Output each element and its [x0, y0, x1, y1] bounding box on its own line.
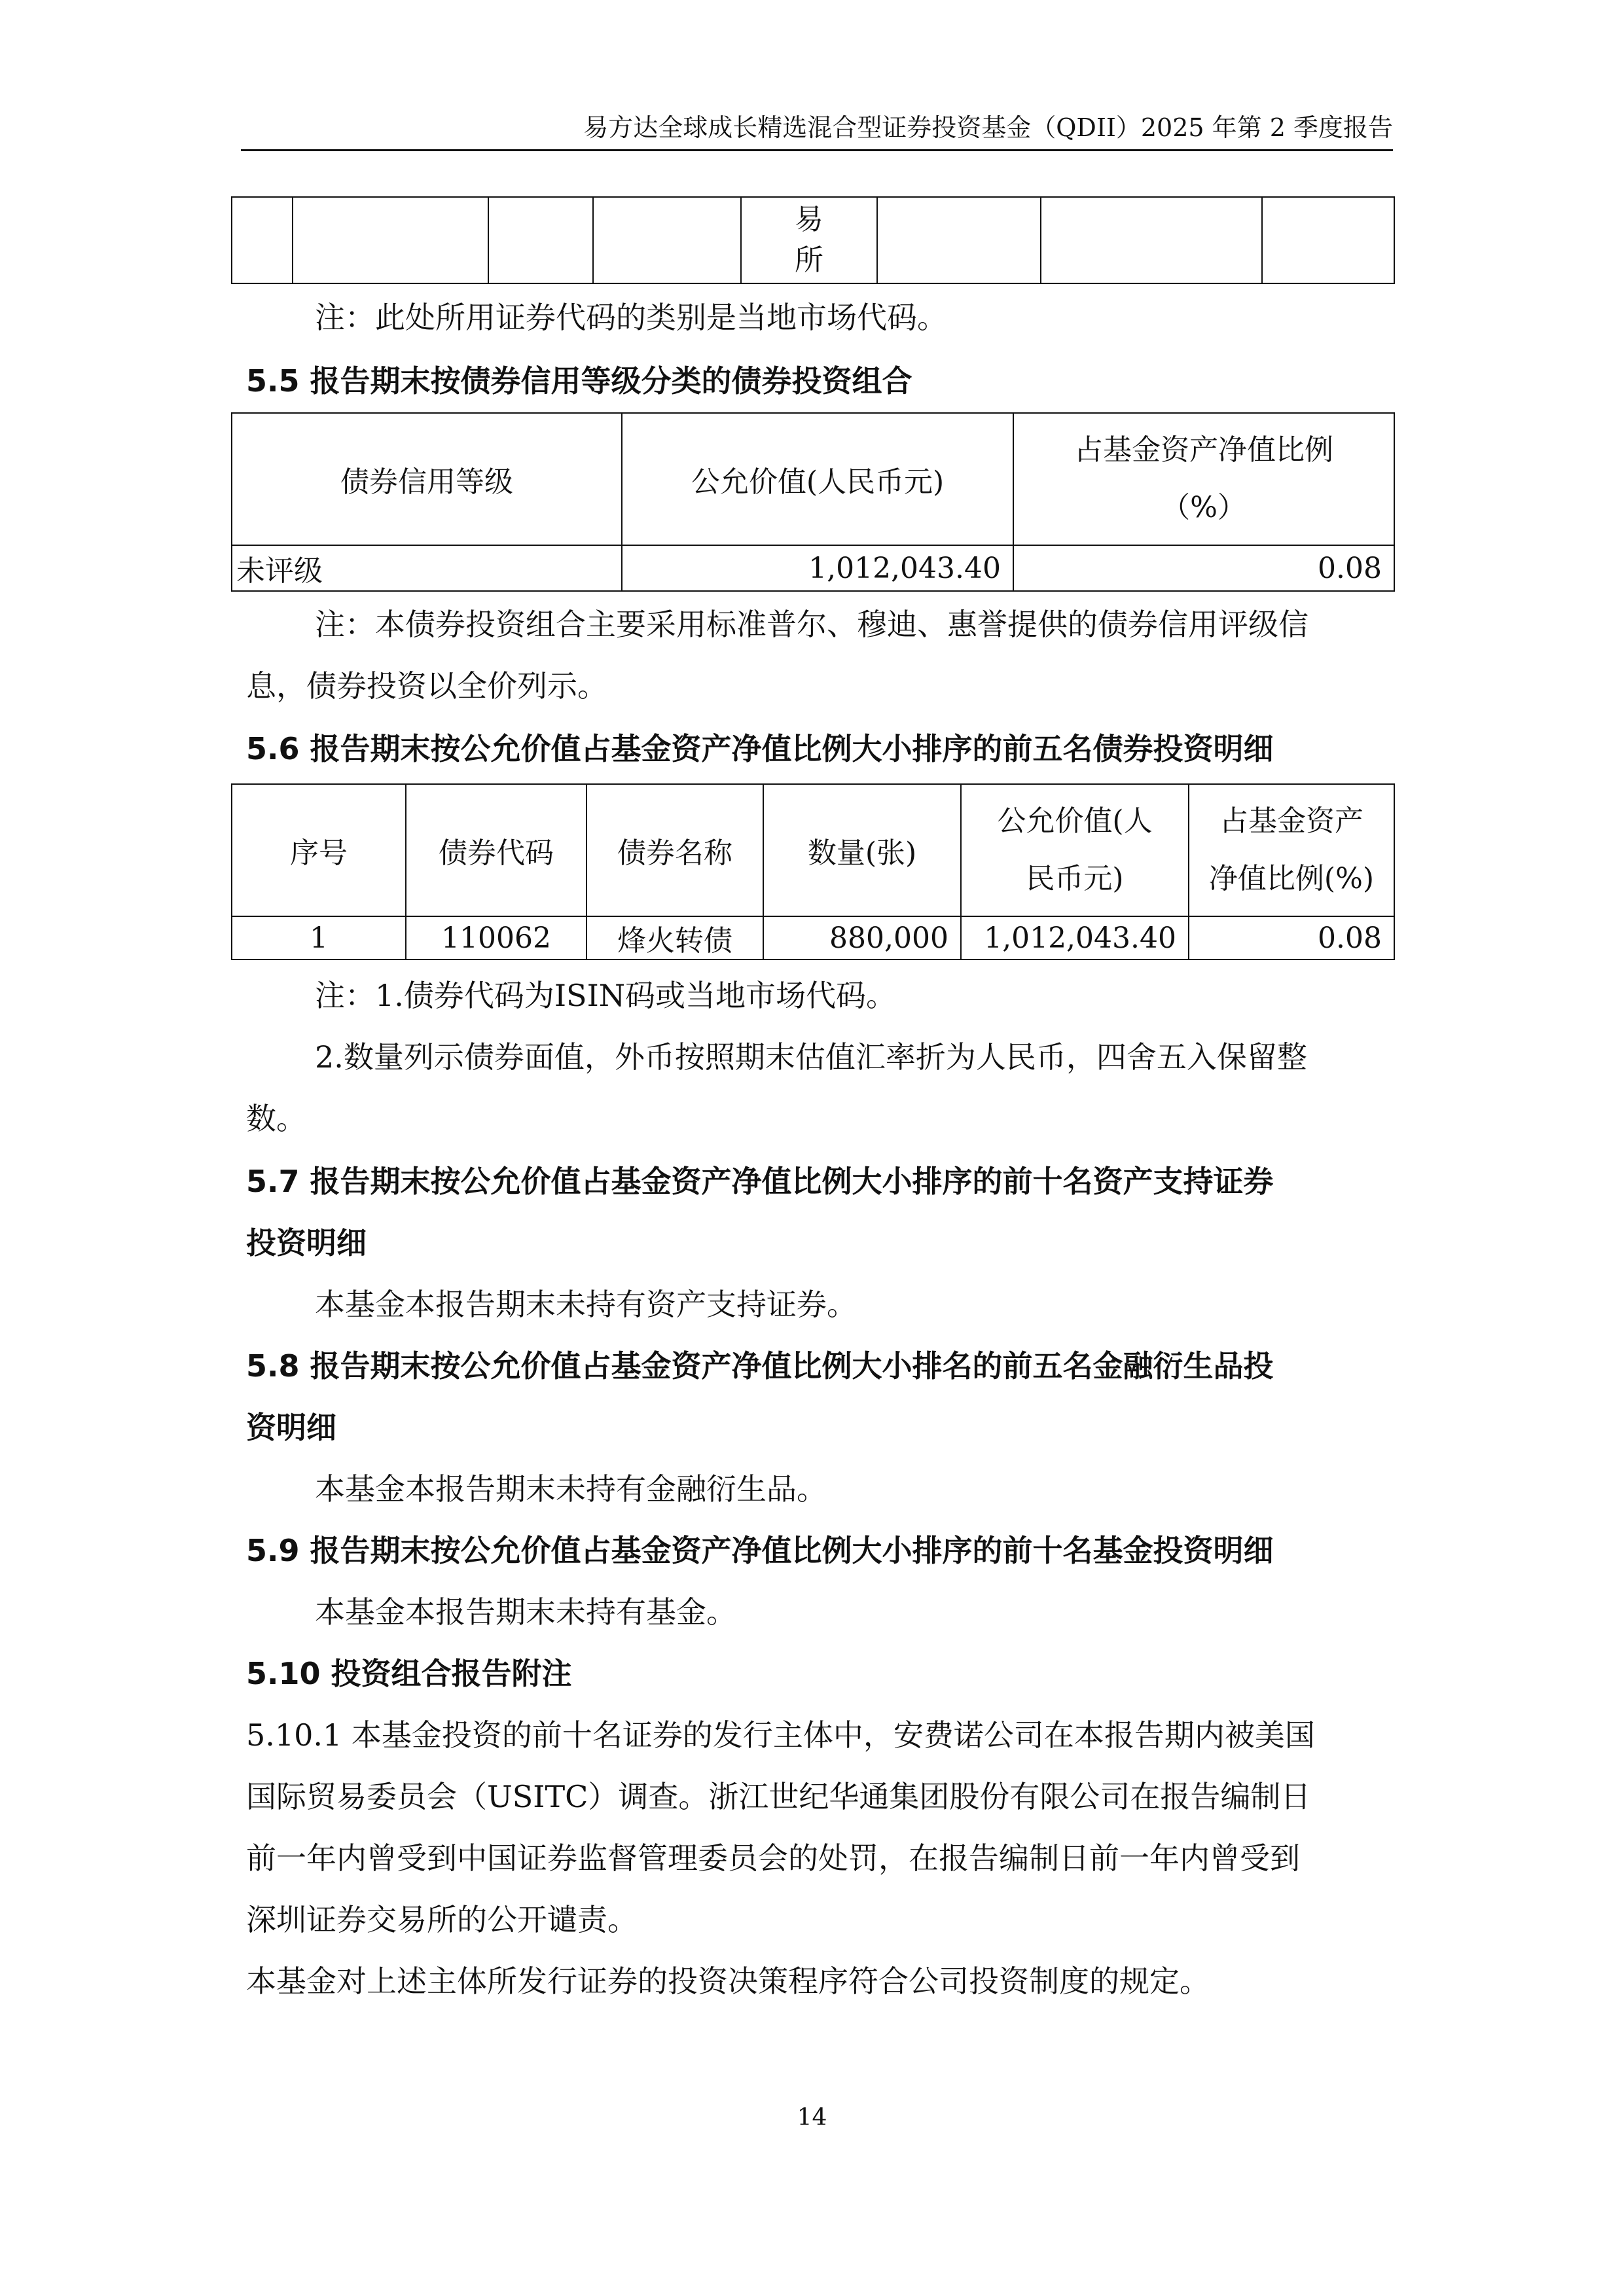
section-5-9-heading: 5.9 报告期末按公允价值占基金资产净值比例大小排序的前十名基金投资明细	[246, 1533, 1274, 1568]
header-fair-value: 公允价值(人 民币元)	[961, 784, 1189, 916]
section-5-10-1-line1: 5.10.1 本基金投资的前十名证券的发行主体中，安费诺公司在本报告期内被美国	[246, 1717, 1315, 1753]
note-credit-rating-line1: 注：本债券投资组合主要采用标准普尔、穆迪、惠誉提供的债券信用评级信	[315, 607, 1308, 642]
table-row	[232, 545, 1394, 591]
section-5-6-heading: 5.6 报告期末按公允价值占基金资产净值比例大小排序的前五名债券投资明细	[246, 731, 1274, 766]
cell-nav-ratio: 0.08	[1013, 545, 1394, 591]
section-5-8-heading-line1: 5.8 报告期末按公允价值占基金资产净值比例大小排名的前五名金融衍生品投	[246, 1348, 1274, 1384]
page-number: 14	[797, 2104, 827, 2131]
section-5-9-body: 本基金本报告期末未持有基金。	[315, 1594, 736, 1630]
section-5-7-body: 本基金本报告期末未持有资产支持证券。	[315, 1287, 857, 1322]
report-title: 易方达全球成长精选混合型证券投资基金（QDII）2025 年第 2 季度报告	[583, 113, 1393, 142]
section-5-5-heading: 5.5 报告期末按债券信用等级分类的债券投资组合	[246, 363, 912, 399]
cell-nav-ratio: 0.08	[1189, 916, 1394, 960]
section-5-8-heading-line2: 资明细	[246, 1410, 336, 1445]
header-fair-value: 公允价值(人民币元)	[622, 413, 1013, 545]
cell-quantity: 880,000	[763, 916, 961, 960]
section-5-7-heading-line2: 投资明细	[246, 1225, 367, 1261]
header-bond-code: 债券代码	[406, 784, 586, 916]
note-security-code: 注：此处所用证券代码的类别是当地市场代码。	[315, 300, 947, 335]
cell-seq: 1	[232, 916, 406, 960]
cell-fair-value: 1,012,043.40	[961, 916, 1189, 960]
exchange-cell: 易 所	[741, 197, 877, 283]
cell-bond-name: 烽火转债	[586, 916, 763, 960]
table-row	[232, 916, 1394, 960]
header-nav-ratio: 占基金资产净值比例 （%）	[1013, 413, 1394, 545]
section-5-10-compliance: 本基金对上述主体所发行证券的投资决策程序符合公司投资制度的规定。	[246, 1964, 1210, 1999]
note-credit-rating-line2: 息，债券投资以全价列示。	[246, 668, 607, 704]
section-5-10-1-line3: 前一年内曾受到中国证券监督管理委员会的处罚，在报告编制日前一年内曾受到	[246, 1840, 1300, 1876]
cell-fair-value: 1,012,043.40	[622, 545, 1013, 591]
header-credit-grade: 债券信用等级	[232, 413, 622, 545]
header-quantity: 数量(张)	[763, 784, 961, 916]
top-bonds-table	[231, 783, 1395, 960]
note-quantity-line1: 2.数量列示债券面值，外币按照期末估值汇率折为人民币，四舍五入保留整	[315, 1039, 1307, 1075]
header-nav-ratio: 占基金资产 净值比例(%)	[1189, 784, 1394, 916]
section-5-10-heading: 5.10 投资组合报告附注	[246, 1656, 572, 1691]
page-header	[241, 111, 1393, 151]
header-bond-name: 债券名称	[586, 784, 763, 916]
section-5-7-heading-line1: 5.7 报告期末按公允价值占基金资产净值比例大小排序的前十名资产支持证券	[246, 1164, 1274, 1199]
table-row	[232, 197, 1394, 283]
section-5-10-1-line2: 国际贸易委员会（USITC）调查。浙江世纪华通集团股份有限公司在报告编制日	[246, 1779, 1311, 1814]
header-seq: 序号	[232, 784, 406, 916]
table-header-row	[232, 413, 1394, 545]
section-5-8-body: 本基金本报告期末未持有金融衍生品。	[315, 1471, 827, 1507]
note-quantity-line2: 数。	[246, 1101, 306, 1136]
cell-bond-code: 110062	[406, 916, 586, 960]
table-header-row	[232, 784, 1394, 916]
continued-holdings-table	[231, 196, 1395, 284]
cell-credit-grade: 未评级	[232, 545, 622, 591]
section-5-10-1-line4: 深圳证券交易所的公开谴责。	[246, 1902, 638, 1937]
credit-rating-table	[231, 412, 1395, 592]
note-bond-code: 注：1.债券代码为ISIN码或当地市场代码。	[315, 978, 896, 1013]
